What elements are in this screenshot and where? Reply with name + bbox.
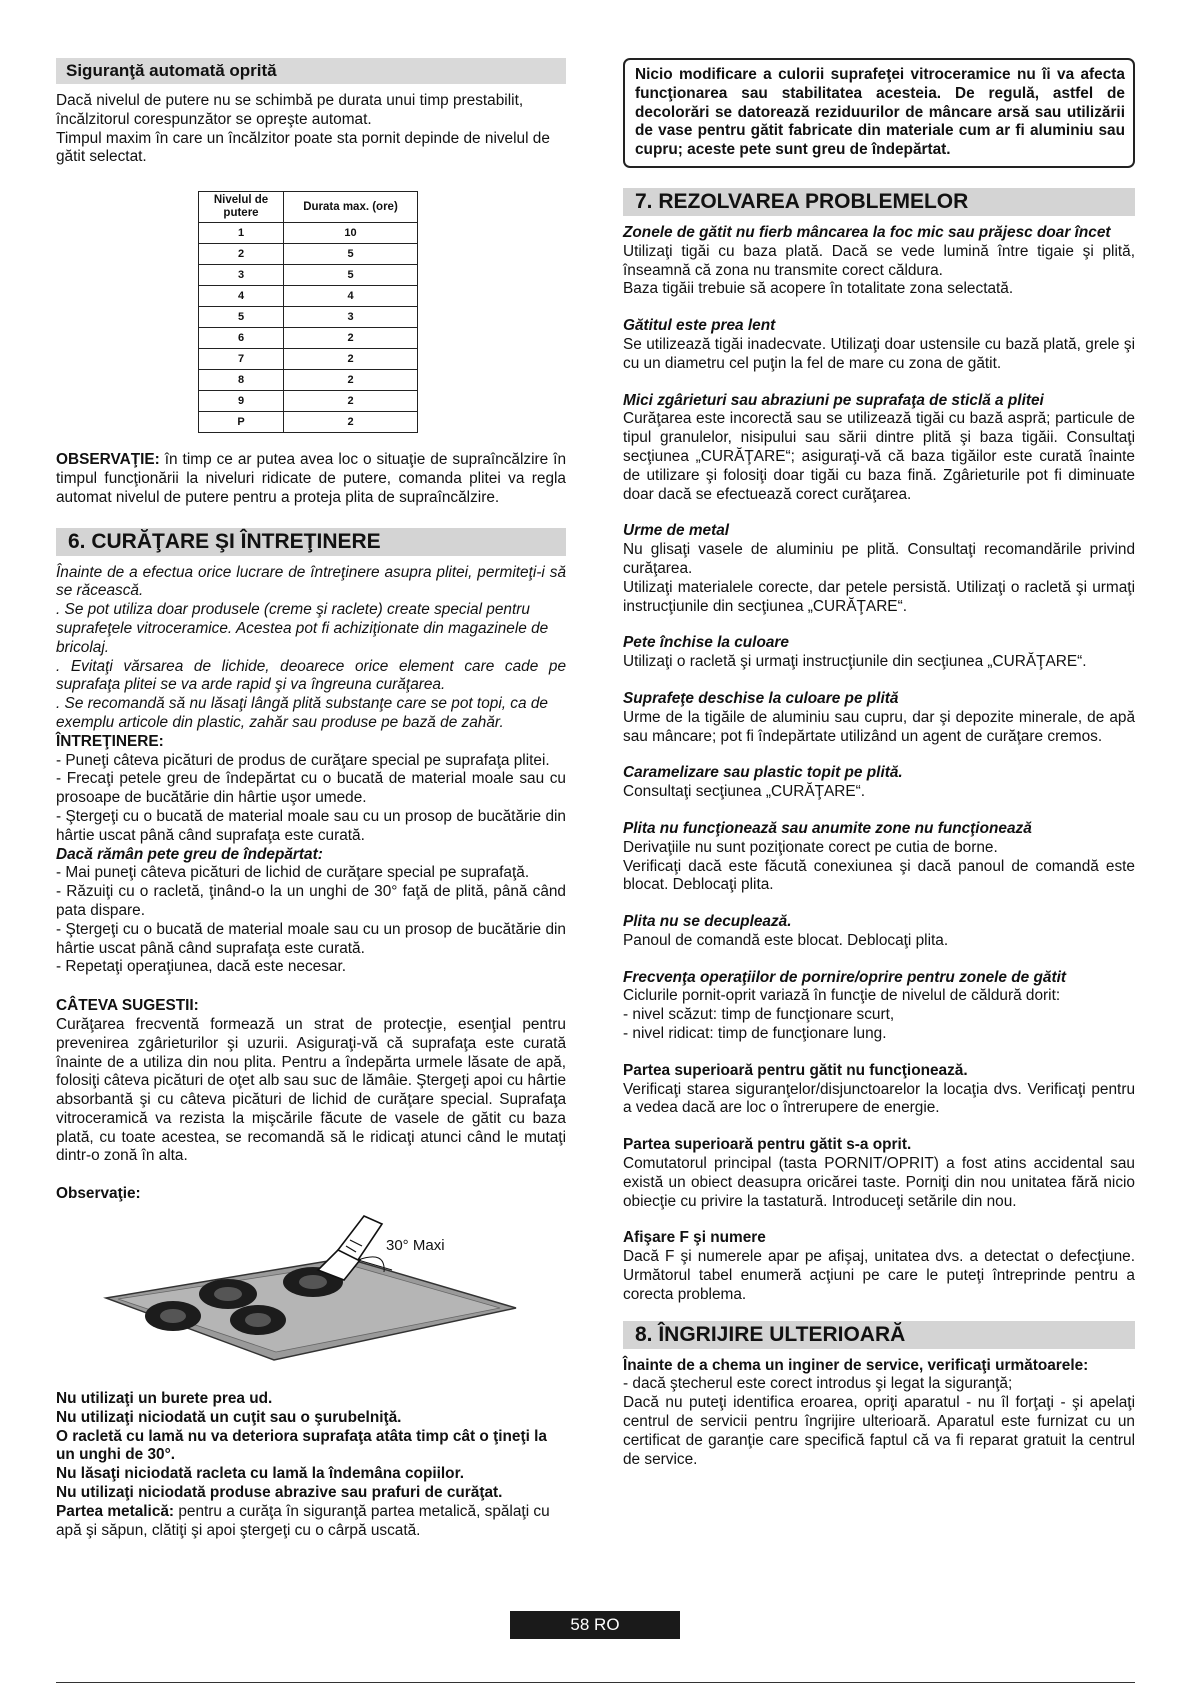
troubleshooting-heading: 7. REZOLVAREA PROBLEMELOR bbox=[623, 188, 1135, 216]
duration-cell: 3 bbox=[284, 307, 418, 328]
power-level-cell: 2 bbox=[199, 244, 284, 265]
problem-title: Plita nu funcţionează sau anumite zone nu funcţionează bbox=[623, 819, 1032, 837]
stains-step-1: - Mai puneţi câteva picături de lichid de curăţare special pe suprafaţă. bbox=[56, 864, 530, 882]
aftercare-heading: 8. ÎNGRIJIRE ULTERIOARĂ bbox=[623, 1321, 1135, 1349]
power-level-cell: 6 bbox=[199, 328, 284, 349]
spacer bbox=[623, 895, 1135, 913]
table-row bbox=[199, 412, 418, 433]
problem-solution: Dacă F şi numerele apar pe afişaj, unitatea dvs. a detectat o defecţiune. Următorul tabel enumeră acţiuni pe care le puteţi întreprinde pentru a corecta problema. bbox=[623, 1248, 1135, 1303]
metal-text: pentru a curăţa în siguranţă partea metalică, spălaţi cu apă şi săpun, clătiţi şi apoi ştergeţi cu o cârpă uscată. bbox=[56, 1502, 550, 1539]
problem-solution: Baza tigăii trebuie să acopere în totalitate zona selectată. bbox=[623, 280, 1014, 298]
burner-2-center bbox=[299, 1275, 327, 1289]
warning-1: Nu utilizaţi un burete prea ud. bbox=[56, 1390, 273, 1408]
power-level-cell: 8 bbox=[199, 370, 284, 391]
scraper-handle bbox=[338, 1216, 382, 1260]
auto-off-paragraph-2: Timpul maxim în care un încălzitor poate sta pornit depinde de nivelul de gătit selectat. bbox=[56, 129, 550, 166]
problem-solution: - nivel ridicat: timp de funcţionare lung. bbox=[623, 1025, 887, 1043]
problem-title: Afişare F şi numere bbox=[623, 1229, 766, 1247]
table-row bbox=[199, 286, 418, 307]
table-row bbox=[199, 391, 418, 412]
maintenance-step-1: - Puneţi câteva picături de produs de curăţare special pe suprafaţa plitei. bbox=[56, 751, 550, 769]
warning-4: Nu lăsaţi niciodată racleta cu lamă la îndemâna copiilor. bbox=[56, 1465, 464, 1483]
cleaning-intro-1: Înainte de a efectua orice lucrare de întreţinere asupra plitei, permiteţi-i să se răcească. bbox=[56, 563, 566, 600]
duration-cell: 2 bbox=[284, 328, 418, 349]
scraper-illustration bbox=[56, 1212, 566, 1382]
spacer bbox=[623, 1118, 1135, 1136]
problem-title: Mici zgârieturi sau abraziuni pe suprafaţa de sticlă a plitei bbox=[623, 391, 1044, 409]
troubleshooting-list bbox=[623, 224, 1135, 1044]
observation-paragraph bbox=[56, 451, 566, 507]
duration-cell: 4 bbox=[284, 286, 418, 307]
problem-title: Frecvenţa operaţiilor de pornire/oprire pentru zonele de gătit bbox=[623, 968, 1066, 986]
table-header-power: Nivelul de putere bbox=[199, 192, 284, 223]
problem-title: Pete închise la culoare bbox=[623, 634, 789, 652]
hob-scraper-drawing bbox=[96, 1212, 556, 1380]
burner-3-center bbox=[160, 1309, 186, 1323]
spacer bbox=[623, 616, 1135, 634]
problem-title: Suprafeţe deschise la culoare pe plită bbox=[623, 689, 899, 707]
spacer bbox=[623, 299, 1135, 317]
cleaning-heading: 6. CURĂŢARE ŞI ÎNTREŢINERE bbox=[56, 528, 566, 556]
problem-solution: Utilizaţi tigăi cu baza plată. Dacă se vede lumină între tigaie şi plită, înseamnă că zona nu transmite corect căldura. bbox=[623, 242, 1135, 279]
warning-2: Nu utilizaţi niciodată un cuţit sau o şurubelniţă. bbox=[56, 1408, 402, 1426]
problem-solution: Panoul de comandă este blocat. Deblocaţi plita. bbox=[623, 931, 949, 949]
auto-off-heading: Siguranţă automată oprită bbox=[56, 58, 566, 84]
duration-cell: 2 bbox=[284, 370, 418, 391]
spacer bbox=[623, 746, 1135, 764]
duration-cell: 2 bbox=[284, 391, 418, 412]
table-header-duration: Durata max. (ore) bbox=[284, 192, 418, 223]
duration-cell: 5 bbox=[284, 265, 418, 286]
problem-solution: Curăţarea este incorectă sau se utilizează tigăi cu bază aspră; particule de tipul granulelor, nisipului sau sării dintre plită şi baza tigăii. Consultaţi secţiunea „CURĂŢARE“; asiguraţi-vă că baza tigăilor este curată înainte de utilizare şi folosiţi doar tigăi cu baza fină. Zgârieturile pot fi diminuate doar dacă se efectuează corect curăţarea. bbox=[623, 410, 1135, 503]
metal-label: Partea metalică: bbox=[56, 1502, 175, 1520]
problem-title: Partea superioară pentru gătit s-a oprit. bbox=[623, 1136, 912, 1154]
maintenance-step-2: - Frecaţi petele greu de îndepărtat cu o bucată de material moale sau cu prosoape de bucătărie din hârtie uşor umede. bbox=[56, 770, 566, 807]
stains-step-2: - Răzuiţi cu o racletă, ţinând-o la un unghi de 30° faţă de plită, până când pata dispare. bbox=[56, 883, 566, 919]
problem-solution: Consultaţi secţiunea „CURĂŢARE“. bbox=[623, 783, 866, 801]
page-number: 58 RO bbox=[510, 1611, 680, 1639]
table-row bbox=[199, 244, 418, 265]
problem-solution: - nivel scăzut: timp de funcţionare scurt, bbox=[623, 1006, 895, 1024]
burner-1-center bbox=[214, 1287, 242, 1301]
angle-label: 30° Maxi bbox=[386, 1237, 445, 1255]
problem-solution: Nu glisaţi vasele de aluminiu pe plită. Consultaţi recomandările privind curăţarea. bbox=[623, 541, 1135, 577]
cleaning-intro-3: . Evitaţi vărsarea de lichide, deoarece orice element care cade pe suprafaţa plitei se va arde rapid şi va îngreuna curăţarea. bbox=[56, 657, 566, 694]
power-duration-table bbox=[198, 191, 418, 433]
table-row bbox=[199, 307, 418, 328]
cleaning-intro-4: . Se recomandă să nu lăsaţi lângă plită substanţe care se pot topi, ca de exemplu articole din plastic, zahăr sau produse pe bază de zahăr. bbox=[56, 695, 548, 731]
observation-text: în timp ce ar putea avea loc o situaţie de supraîncălzire în timpul funcţionării la niveluri ridicate de putere, comanda plitei va regla automat nivelul de putere pentru a proteja plita de supraîncălzire. bbox=[56, 451, 566, 506]
stains-step-3: - Ştergeţi cu o bucată de material moale sau cu un prosop de bucătărie din hârtie uscat până când suprafaţa este curată. bbox=[56, 920, 566, 957]
metal-paragraph bbox=[56, 1503, 566, 1541]
stains-step-4: - Repetaţi operaţiunea, dacă este necesar. bbox=[56, 958, 347, 976]
tips-text: Curăţarea frecventă formează un strat de protecţie, esenţial pentru prevenirea zgârieturilor şi uzurii. Asiguraţi-vă că suprafaţa este curată înainte de a utiliza din nou plita. Pentru a îndepărta urmele lăsate de apă, folosiţi câteva picături de oţet alb sau suc de lămâie. Ştergeţi apoi cu hârtie absorbantă şi cu câteva picături de lichid de curăţare special. Suprafaţa vitroceramică va rezista la mişcările făcute de vasele de gătit cu baza plată, cu toate acestea, se recomandă să le ridicaţi atunci când le mutaţi dintr-o zonă în alta. bbox=[56, 1015, 566, 1165]
duration-cell: 2 bbox=[284, 412, 418, 433]
power-level-cell: 9 bbox=[199, 391, 284, 412]
power-level-cell: 5 bbox=[199, 307, 284, 328]
left-column bbox=[56, 58, 566, 1540]
color-change-notice: Nicio modificare a culorii suprafeţei vitroceramice nu îi va afecta funcţionarea sau stabilitatea acesteia. De regulă, astfel de decolorări se datorează reziduurilor de mâncare arsă sau utilizării de vase pentru gătit fabricate din materiale cum ar fi aluminiu sau cupru; aceste pete sunt greu de îndepărtat. bbox=[623, 58, 1135, 168]
problem-title: Caramelizare sau plastic topit pe plită. bbox=[623, 764, 903, 782]
spacer bbox=[623, 672, 1135, 690]
problem-solution: Derivaţiile nu sunt poziţionate corect pe cutia de borne. bbox=[623, 838, 998, 856]
aftercare-line-2: Dacă nu puteţi identifica eroarea, opriţi aparatul - nu îl forţaţi - şi apelaţi centrul de servicii pentru îngrijire ulterioară. Aparatul este furnizat cu un certificat de garanţie care specifică faptul că va fi reparat gratuit la centrul de service. bbox=[623, 1394, 1135, 1468]
table-row bbox=[199, 223, 418, 244]
table-row bbox=[199, 265, 418, 286]
table-body bbox=[199, 223, 418, 433]
spacer bbox=[623, 1044, 1135, 1062]
problem-solution: Verificaţi dacă este făcută conexiunea şi dacă panoul de comandă este blocat. Deblocaţi plita. bbox=[623, 857, 1135, 894]
aftercare-line-1: - dacă ştecherul este corect introdus şi legat la siguranţă; bbox=[623, 1375, 1013, 1393]
maintenance-step-3: - Ştergeţi cu o bucată de material moale sau cu un prosop de bucătărie din hârtie uscat până când suprafaţa este curată. bbox=[56, 807, 566, 844]
power-level-cell: 3 bbox=[199, 265, 284, 286]
observation-label: OBSERVAŢIE: bbox=[56, 451, 160, 469]
cleaning-intro-2: . Se pot utiliza doar produsele (creme şi raclete) create special pentru suprafeţele vitroceramice. Acestea pot fi achiziţionate din magazinele de bricolaj. bbox=[56, 601, 549, 656]
problem-title: Plita nu se decuplează. bbox=[623, 913, 792, 931]
stains-label: Dacă rămân pete greu de îndepărtat: bbox=[56, 845, 323, 863]
table-row bbox=[199, 349, 418, 370]
note-label: Observaţie: bbox=[56, 1185, 141, 1203]
table-row bbox=[199, 370, 418, 391]
aftercare-lead: Înainte de a chema un inginer de service, verificaţi următoarele: bbox=[623, 1356, 1089, 1374]
power-level-cell: 1 bbox=[199, 223, 284, 244]
spacer bbox=[623, 504, 1135, 522]
bottom-rule bbox=[56, 1682, 1135, 1683]
spacer bbox=[623, 951, 1135, 969]
spacer bbox=[623, 802, 1135, 820]
table-row bbox=[199, 328, 418, 349]
problem-title: Gătitul este prea lent bbox=[623, 317, 776, 335]
problem-title: Zonele de gătit nu fierb mâncarea la foc mic sau prăjesc doar încet bbox=[623, 223, 1111, 241]
spacer bbox=[623, 1211, 1135, 1229]
problem-solution: Utilizaţi o racletă şi urmaţi instrucţiunile din secţiunea „CURĂŢARE“. bbox=[623, 653, 1087, 671]
maintenance-label: ÎNTREŢINERE: bbox=[56, 732, 164, 750]
power-level-cell: 7 bbox=[199, 349, 284, 370]
problem-solution: Urme de la tigăile de aluminiu sau cupru, dar şi depozite minerale, de apă sau mâncare; pot fi îndepărtate utilizând un agent de curăţare cremos. bbox=[623, 708, 1135, 745]
spacer bbox=[623, 374, 1135, 392]
burner-4-center bbox=[245, 1313, 271, 1327]
problem-solution: Ciclurile pornit-oprit variază în funcţie de nivelul de căldură dorit: bbox=[623, 987, 1061, 1005]
tips-label: CÂTEVA SUGESTII: bbox=[56, 997, 199, 1015]
auto-off-paragraph-1: Dacă nivelul de putere nu se schimbă pe durata unui timp prestabilit, încălzitorul corespunzător se opreşte automat. bbox=[56, 92, 524, 128]
problem-title: Partea superioară pentru gătit nu funcţionează. bbox=[623, 1061, 968, 1079]
warning-5: Nu utilizaţi niciodată produse abrazive sau prafuri de curăţat. bbox=[56, 1484, 503, 1502]
duration-cell: 10 bbox=[284, 223, 418, 244]
problem-solution: Se utilizează tigăi inadecvate. Utilizaţi doar ustensile cu bază plată, grele şi cu un diametru cel puţin la fel de mare cu zona de gătit. bbox=[623, 335, 1135, 372]
right-column bbox=[623, 58, 1135, 1469]
problem-title: Urme de metal bbox=[623, 522, 730, 540]
warning-3: O racletă cu lamă nu va deteriora suprafaţa atâta timp cât o ţineţi la un unghi de 30°. bbox=[56, 1427, 547, 1464]
problem-solution: Utilizaţi materialele corecte, dar petele persistă. Utilizaţi o racletă şi urmaţi instrucţiunile din secţiunea „CURĂŢARE“. bbox=[623, 578, 1135, 615]
duration-cell: 5 bbox=[284, 244, 418, 265]
power-level-cell: 4 bbox=[199, 286, 284, 307]
problem-solution: Verificaţi starea siguranţelor/disjunctoarelor la locaţia dvs. Verificaţi pentru a vedea dacă are loc o întrerupere de energie. bbox=[623, 1080, 1135, 1117]
troubleshooting-bold-list bbox=[623, 1044, 1135, 1305]
duration-cell: 2 bbox=[284, 349, 418, 370]
problem-solution: Comutatorul principal (tasta PORNIT/OPRIT) a fost atins accidental sau există un obiect deasupra oricărei taste. Porniţi din nou unitatea fără nicio obiecţie cu privire la tastatură. Introduceţi setările din nou. bbox=[623, 1155, 1135, 1210]
power-level-cell: P bbox=[199, 412, 284, 433]
